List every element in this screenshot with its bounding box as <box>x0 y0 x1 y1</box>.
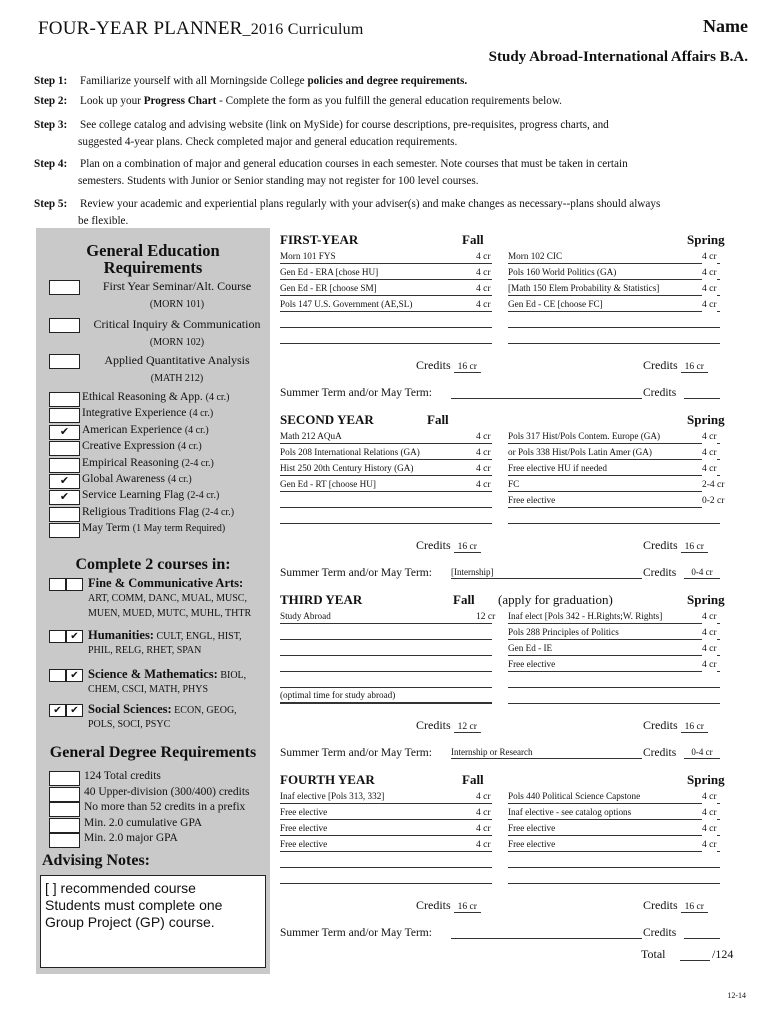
step-bold: policies and degree requirements. <box>307 75 468 87</box>
spring-heading: Spring <box>687 592 725 607</box>
fall-heading: Fall <box>453 592 475 607</box>
fall-extra-note: (apply for graduation) <box>498 592 613 607</box>
ge-requirement-label: Ethical Reasoning & App. <box>82 391 203 403</box>
summer-field[interactable]: Internship or Research <box>451 746 642 759</box>
gdr-checkbox[interactable] <box>49 833 80 848</box>
summer-field[interactable]: [Internship] <box>451 566 642 579</box>
area-prefixes-2: MUEN, MUED, MUTC, MUHL, THTR <box>88 608 252 619</box>
fall-course-field[interactable]: Gen Ed - RT [choose HU] <box>280 478 492 492</box>
summer-credits-field[interactable]: 0-4 cr <box>684 566 720 579</box>
total-label: Total <box>641 947 666 961</box>
spring-course-blank[interactable] <box>508 866 720 868</box>
ge-checkbox[interactable]: ✔ <box>49 474 80 489</box>
ge-requirement-credits: (4 cr.) <box>177 441 202 453</box>
spring-course-field[interactable]: Morn 102 CIC <box>508 250 720 264</box>
fall-course-credits: 4 cr <box>476 448 491 458</box>
step-text: Look up your <box>80 95 144 107</box>
fall-course-field[interactable]: Morn 101 FYS <box>280 250 492 264</box>
spring-credits-value[interactable]: 16 cr <box>681 542 708 553</box>
fall-course-blank[interactable] <box>280 686 492 688</box>
spring-heading: Spring <box>687 412 725 427</box>
gdr-item: No more than 52 credits in a prefix <box>84 801 246 813</box>
spring-credits-value[interactable]: 16 cr <box>681 722 708 733</box>
area-checkbox-2[interactable]: ✔ <box>66 704 83 717</box>
step-text-after: - Complete the form as you fulfill the general education requirements below. <box>216 95 562 107</box>
fall-credits-value[interactable]: 16 cr <box>454 542 481 553</box>
spring-credits-value[interactable]: 16 cr <box>681 362 708 373</box>
fall-course-blank[interactable] <box>280 654 492 656</box>
spring-credits <box>643 898 708 913</box>
spring-course-credits: 4 cr <box>702 660 717 670</box>
step-bold: Progress Chart <box>143 95 217 107</box>
spring-course-credits: 4 cr <box>702 644 717 654</box>
fall-credits <box>416 538 481 553</box>
fall-credits <box>416 898 481 913</box>
fall-course-credits: 4 cr <box>476 808 491 818</box>
fall-heading: Fall <box>462 232 484 247</box>
summer-label: Summer Term and/or May Term: <box>280 927 432 939</box>
area-checkbox-1[interactable]: ✔ <box>49 704 66 717</box>
ge-label: Applied Quantitative Analysis <box>104 353 250 367</box>
summer-credits-label: Credits <box>643 387 677 399</box>
spring-course-field[interactable]: [Math 150 Elem Probability & Statistics] <box>508 282 720 296</box>
fall-course-field[interactable]: Study Abroad <box>280 610 492 624</box>
ge-requirement <box>82 506 234 518</box>
spring-course-blank[interactable] <box>508 326 720 328</box>
ge-checkbox[interactable]: ✔ <box>49 425 80 440</box>
credits-label: Credits <box>416 538 451 552</box>
ge-checkbox[interactable] <box>49 354 80 369</box>
spring-course-field[interactable]: Inaf elective - see catalog options <box>508 806 720 820</box>
step-text: See college catalog and advising website (link on MySide) for course descriptions, pre-requisites, progress charts, and <box>80 119 609 131</box>
fall-course-credits: 4 cr <box>476 464 491 474</box>
spring-course-field[interactable]: Free elective <box>508 838 720 852</box>
ge-checkbox[interactable] <box>49 441 80 456</box>
summer-field[interactable] <box>451 386 642 399</box>
fall-course-field[interactable]: Hist 250 20th Century History (GA) <box>280 462 492 476</box>
gdr-checkbox[interactable] <box>49 802 80 817</box>
step-3 <box>34 117 734 151</box>
spring-course-blank[interactable] <box>508 702 720 704</box>
ge-checkbox[interactable] <box>49 507 80 522</box>
ge-requirement <box>82 440 202 452</box>
summer-credits-label: Credits <box>643 927 677 939</box>
spring-course-field[interactable]: Free elective <box>508 658 720 672</box>
step-label: Step 4: <box>34 158 68 170</box>
credits-label: Credits <box>416 718 451 732</box>
ge-label: Critical Inquiry & Communication <box>93 317 261 331</box>
area-label: Fine & Communicative Arts: <box>88 576 244 590</box>
total-blank[interactable] <box>680 947 710 961</box>
step-text: Plan on a combination of major and general education courses in each semester. Note courses that must be taken in certain <box>80 158 628 170</box>
step-text-continued: suggested 4-year plans. Check completed major and general education requirements. <box>78 136 458 148</box>
area-checkbox-2[interactable]: ✔ <box>66 669 83 682</box>
fall-credits <box>416 358 481 373</box>
step-4 <box>34 156 734 190</box>
area-prefixes: PHIL, RELG, RHET, SPAN <box>88 645 202 656</box>
fall-course-field[interactable]: Pols 208 International Relations (GA) <box>280 446 492 460</box>
ge-requirement-label: Religious Traditions Flag <box>82 505 199 518</box>
spring-course-field[interactable]: Pols 288 Principles of Politics <box>508 626 720 640</box>
spring-heading: Spring <box>687 772 725 787</box>
area-prefixes: POLS, SOCI, PSYC <box>88 719 171 730</box>
spring-heading: Spring <box>687 232 725 247</box>
ge-checkbox[interactable] <box>49 318 80 333</box>
fall-course-field[interactable]: Gen Ed - ER [choose SM] <box>280 282 492 296</box>
spring-course-credits: 4 cr <box>702 792 717 802</box>
ge-requirement-label: May Term <box>82 522 130 535</box>
spring-credits <box>643 718 708 733</box>
fall-course-credits: 4 cr <box>476 824 491 834</box>
area-checkbox-1[interactable] <box>49 630 66 643</box>
fall-course-field[interactable]: Free elective <box>280 806 492 820</box>
summer-credits-label: Credits <box>643 567 677 579</box>
spring-course-field[interactable]: Free elective <box>508 822 720 836</box>
area-checkbox-1[interactable] <box>49 669 66 682</box>
ge-requirement <box>82 522 225 534</box>
gen-ed-title-1: General Education <box>86 241 220 260</box>
spring-course-credits: 4 cr <box>702 432 717 442</box>
ge-requirement <box>82 489 219 501</box>
step-label: Step 5: <box>34 198 68 210</box>
step-label: Step 2: <box>34 95 68 107</box>
spring-course-credits: 4 cr <box>702 252 717 262</box>
fall-credits-value[interactable]: 12 cr <box>454 722 481 733</box>
area-heading <box>88 667 246 682</box>
fall-course-blank[interactable] <box>280 326 492 328</box>
spring-course-credits: 4 cr <box>702 268 717 278</box>
ge-requirement <box>82 424 209 436</box>
planner-title-main: FOUR-YEAR PLANNER <box>38 18 243 39</box>
ge-requirement-label: Empirical Reasoning <box>82 456 179 469</box>
area-checkbox-2[interactable] <box>66 578 83 591</box>
ge-requirement-credits: (4 cr.) <box>189 408 214 420</box>
fall-course-credits: 4 cr <box>476 840 491 850</box>
fall-course-field[interactable]: Pols 147 U.S. Government (AE,SL) <box>280 298 492 312</box>
summer-credits-field[interactable]: 0-4 cr <box>684 746 720 759</box>
fall-course-blank[interactable] <box>280 638 492 640</box>
fall-note: (optimal time for study abroad) <box>280 689 492 703</box>
gen-ed-sidebar <box>36 228 270 974</box>
summer-credits-label: Credits <box>643 747 677 759</box>
gdr-checkbox[interactable] <box>49 787 80 802</box>
spring-course-credits: 4 cr <box>702 448 717 458</box>
area-heading <box>88 576 243 591</box>
area-label: Humanities: <box>88 628 154 642</box>
spring-course-blank[interactable] <box>508 686 720 688</box>
ge-requirement-credits: (4 cr.) <box>184 424 209 436</box>
summer-credits-field[interactable] <box>684 926 720 939</box>
ge-checkbox[interactable]: ✔ <box>49 490 80 505</box>
spring-course-credits: 4 cr <box>702 808 717 818</box>
ge-requirement-credits: (1 May term Required) <box>132 523 226 535</box>
gdr-checkbox[interactable] <box>49 771 80 786</box>
step-label: Step 1: <box>34 75 68 87</box>
fall-course-field[interactable]: Free elective <box>280 838 492 852</box>
fall-course-field[interactable]: Gen Ed - ERA [chose HU] <box>280 266 492 280</box>
advising-title: Advising Notes: <box>42 852 151 869</box>
fall-credits-value[interactable]: 16 cr <box>454 902 481 913</box>
spring-course-field[interactable]: Gen Ed - CE [choose FC] <box>508 298 720 312</box>
summer-credits-field[interactable] <box>684 386 720 399</box>
step-text-continued: semesters. Students with Junior or Senior standing may not register for 100 level courses. <box>78 175 479 187</box>
spring-course-field[interactable]: Free elective HU if needed <box>508 462 720 476</box>
credits-label: Credits <box>416 358 451 372</box>
spring-course-blank[interactable] <box>508 522 720 524</box>
ge-requirement-credits: (2-4 cr.) <box>187 490 220 502</box>
spring-course-credits: 4 cr <box>702 300 717 310</box>
ge-checkbox[interactable] <box>49 280 80 295</box>
fall-course-credits: 4 cr <box>476 284 491 294</box>
planner-title <box>38 18 363 40</box>
step-1 <box>34 73 734 90</box>
spring-credits-value[interactable]: 16 cr <box>681 902 708 913</box>
ge-checkbox[interactable] <box>49 523 80 538</box>
year-heading: THIRD YEAR <box>280 592 363 607</box>
area-label: Science & Mathematics: <box>88 667 218 681</box>
step-text: Familiarize yourself with all Morningside College <box>80 75 308 87</box>
advising-note: Group Project (GP) course. <box>45 914 215 930</box>
gdr-item: Min. 2.0 major GPA <box>84 832 178 844</box>
spring-course-credits: 4 cr <box>702 840 717 850</box>
ge-requirement-credits: (2-4 cr.) <box>181 457 214 469</box>
ge-requirement <box>82 457 214 469</box>
spring-course-field[interactable]: Gen Ed - IE <box>508 642 720 656</box>
area-prefixes: ART, COMM, DANC, MUAL, MUSC, <box>88 593 247 604</box>
spring-course-field[interactable]: Pols 317 Hist/Pols Contem. Europe (GA) <box>508 430 720 444</box>
program-title: Study Abroad-International Affairs B.A. <box>488 49 748 65</box>
credits-label: Credits <box>643 718 678 732</box>
fall-course-credits: 4 cr <box>476 268 491 278</box>
fall-heading: Fall <box>462 772 484 787</box>
fall-heading: Fall <box>427 412 449 427</box>
gdr-item: 124 Total credits <box>84 770 161 782</box>
step-label: Step 3: <box>34 119 68 131</box>
spring-course-credits: 4 cr <box>702 824 717 834</box>
spring-course-credits: 0-2 cr <box>702 496 725 506</box>
area-heading <box>88 628 242 643</box>
planner-title-suffix: _2016 Curriculum <box>242 21 364 38</box>
fall-course-field[interactable]: Math 212 AQuA <box>280 430 492 444</box>
step-5 <box>34 196 734 230</box>
name-label: Name <box>703 16 748 36</box>
ge-requirement-label: Global Awareness <box>82 473 165 485</box>
summer-field[interactable] <box>451 926 642 939</box>
step-text: Review your academic and experiential plans regularly with your adviser(s) and make changes as necessary--plans should always <box>80 198 661 210</box>
ge-label: First Year Seminar/Alt. Course <box>102 279 252 293</box>
ge-requirement-credits: (4 cr.) <box>205 392 230 403</box>
spring-course-field[interactable]: Free elective <box>508 494 720 508</box>
spring-course-field[interactable]: or Pols 338 Hist/Pols Latin Amer (GA) <box>508 446 720 460</box>
ge-code: (MORN 101) <box>149 299 205 310</box>
step-text-continued: be flexible. <box>78 215 129 227</box>
area-detail: CULT, ENGL, HIST, <box>153 631 242 642</box>
fall-course-blank[interactable] <box>280 882 492 884</box>
credits-label: Credits <box>643 538 678 552</box>
fall-course-credits: 4 cr <box>476 432 491 442</box>
spring-course-field[interactable]: Pols 440 Political Science Capstone <box>508 790 720 804</box>
gdr-item: Min. 2.0 cumulative GPA <box>84 816 203 829</box>
ge-code: (MORN 102) <box>149 337 205 348</box>
area-heading <box>88 702 237 717</box>
ge-requirement <box>82 407 213 419</box>
spring-credits <box>643 538 708 553</box>
summer-label: Summer Term and/or May Term: <box>280 747 432 759</box>
fall-course-blank[interactable] <box>280 866 492 868</box>
spring-course-field[interactable]: Pols 160 World Politics (GA) <box>508 266 720 280</box>
advising-note: [ ] recommended course <box>45 880 196 896</box>
advising-note: Students must complete one <box>45 897 223 913</box>
spring-course-credits: 2-4 cr <box>702 480 725 490</box>
area-checkbox-2[interactable]: ✔ <box>66 630 83 643</box>
fall-course-blank[interactable] <box>280 342 492 344</box>
ge-requirement-label: Service Learning Flag <box>82 489 185 502</box>
gdr-item: 40 Upper-division (300/400) credits <box>84 785 250 798</box>
spring-course-credits: 4 cr <box>702 628 717 638</box>
credits-label: Credits <box>416 898 451 912</box>
complete-title: Complete 2 courses in: <box>75 556 231 573</box>
spring-course-field[interactable]: FC <box>508 478 720 492</box>
fall-course-field[interactable]: Inaf elective [Pols 313, 332] <box>280 790 492 804</box>
spring-course-blank[interactable] <box>508 342 720 344</box>
year-heading: FOURTH YEAR <box>280 772 375 787</box>
ge-code: (MATH 212) <box>150 373 204 384</box>
footer-code: 12-14 <box>727 991 746 1000</box>
total-value: /124 <box>712 947 734 961</box>
ge-requirement-credits: (2-4 cr.) <box>201 506 235 518</box>
ge-requirement <box>82 473 192 485</box>
advising-notes-box[interactable] <box>40 875 266 968</box>
fall-course-credits: 4 cr <box>476 300 491 310</box>
fall-course-credits: 4 cr <box>476 792 491 802</box>
ge-checkbox[interactable] <box>49 458 80 473</box>
fall-credits-value[interactable]: 16 cr <box>454 362 481 373</box>
area-detail: BIOL, <box>217 670 247 681</box>
area-label: Social Sciences: <box>88 702 172 716</box>
credits-label: Credits <box>643 358 678 372</box>
credits-label: Credits <box>643 898 678 912</box>
spring-course-field[interactable]: Inaf elect [Pols 342 - H.Rights;W. Rights] <box>508 610 720 624</box>
fall-course-credits: 4 cr <box>476 480 491 490</box>
fall-course-blank[interactable] <box>280 506 492 508</box>
fall-credits <box>416 718 481 733</box>
summer-label: Summer Term and/or May Term: <box>280 567 432 579</box>
area-checkbox-1[interactable] <box>49 578 66 591</box>
area-detail: ECON, GEOG, <box>171 705 237 716</box>
fall-course-blank[interactable] <box>280 670 492 672</box>
summer-label: Summer Term and/or May Term: <box>280 387 432 399</box>
fall-course-field[interactable]: Free elective <box>280 822 492 836</box>
spring-credits <box>643 358 708 373</box>
spring-course-credits: 4 cr <box>702 284 717 294</box>
ge-checkbox[interactable] <box>49 408 80 423</box>
gdr-title: General Degree Requirements <box>49 744 257 761</box>
fall-course-blank[interactable] <box>280 522 492 524</box>
step-2 <box>34 93 734 110</box>
ge-requirement-credits: (4 cr.) <box>167 474 192 485</box>
gdr-checkbox[interactable] <box>49 818 80 833</box>
spring-course-credits: 4 cr <box>702 612 717 622</box>
spring-course-blank[interactable] <box>508 882 720 884</box>
ge-requirement <box>82 391 230 403</box>
ge-requirement-label: American Experience <box>82 423 182 436</box>
gen-ed-title-2: Requirements <box>103 258 203 277</box>
ge-requirement-label: Creative Expression <box>82 440 175 453</box>
fall-course-credits: 12 cr <box>476 612 496 622</box>
year-heading: SECOND YEAR <box>280 412 374 427</box>
fall-course-credits: 4 cr <box>476 252 491 262</box>
ge-requirement-label: Integrative Experience <box>82 407 187 420</box>
area-prefixes: CHEM, CSCI, MATH, PHYS <box>88 684 209 695</box>
spring-course-credits: 4 cr <box>702 464 717 474</box>
year-heading: FIRST-YEAR <box>280 232 359 247</box>
ge-checkbox[interactable] <box>49 392 80 407</box>
